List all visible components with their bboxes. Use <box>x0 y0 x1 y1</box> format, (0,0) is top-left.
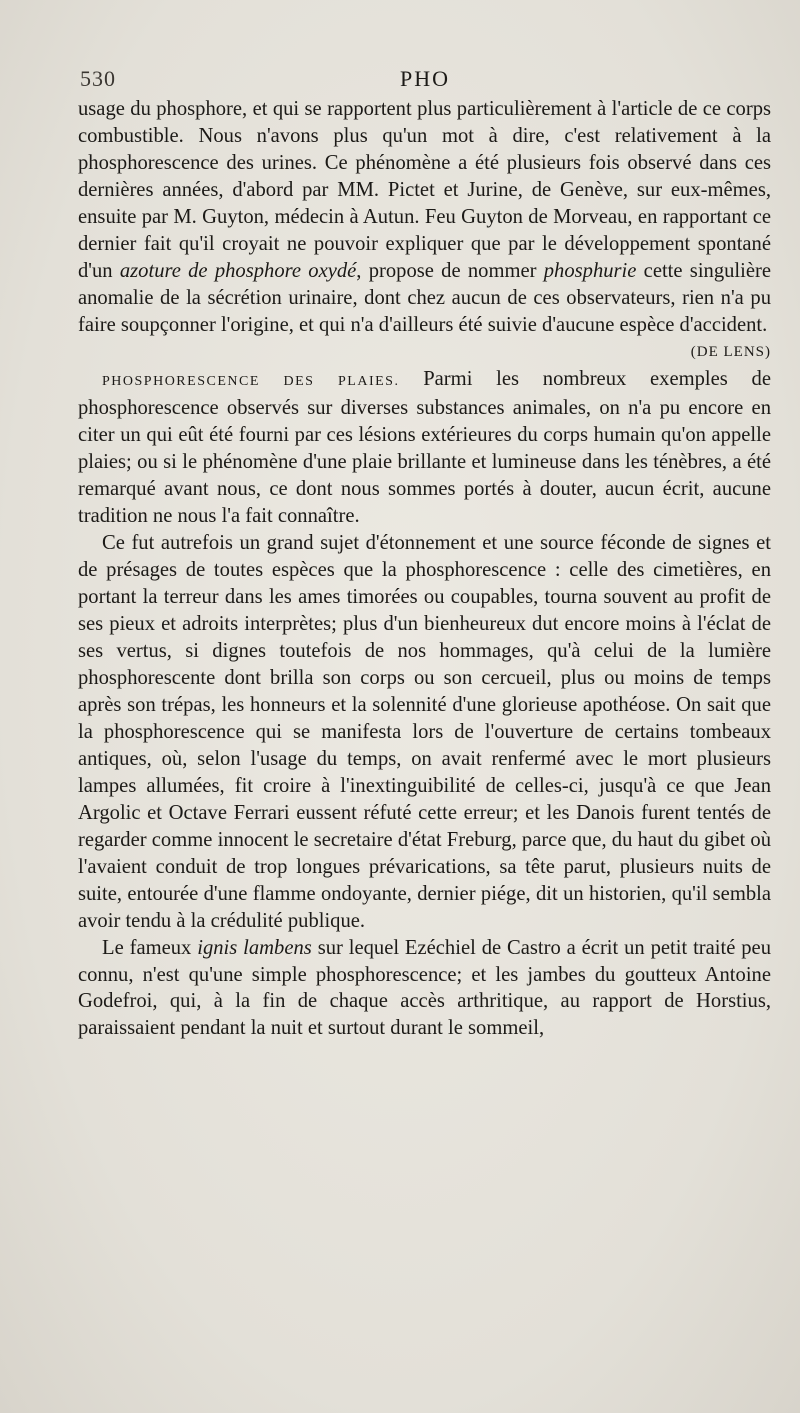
italic-term-phosphurie: phosphurie <box>543 259 637 282</box>
page-header <box>80 66 770 96</box>
paragraph-wound-phosphorescence: PHOSPHORESCENCE DES PLAIES. Parmi les nombreux exemples de phosphorescence observés sur diverses substances animales, on n'a pu encore en citer un qui eût été fourni par ces lésions extérieures du corps humain qu'on appelle plaies; ou si le phénomène d'une plaie brillante et lumineuse dans les ténèbres, a été remarqué avant nous, ce dont nous sommes portés à douter, aucun écrit, aucune tradition ne nous l'a fait connaître. <box>78 367 771 528</box>
paragraph-historical-omens: Ce fut autrefois un grand sujet d'étonnement et une source féconde de signes et de présages de toutes espèces que la phosphorescence : celle des cimetières, en portant la terreur dans les ames timorées ou coupables, tourna souvent au profit de ses pieux et adroits interprètes; plus d'un bienheureux dut encore moins à l'éclat de ses vertus, si dignes toutefois de nos hommages, qu'à celui de la lumière phosphorescente dont brilla son corps ou son cercueil, plus ou moins de temps après son trépas, les honneurs et la solennité d'une glorieuse apothéose. On sait que la phosphorescence qui se manifesta lors de l'ouverture de certains tombeaux antiques, où, selon l'usage du temps, on avait renfermé avec le mort plusieurs lampes allumées, fit croire à l'inextinguibilité de celles-ci, jusqu'à ce que Jean Argolic et Octave Ferrari eussent réfuté cette erreur; et les Danois furent tentés de regarder comme innocent le secretaire d'état Freburg, parce que, du haut du gibet où l'avaient conduit de trop longues prévarications, sa tête parut, plusieurs nuits de suite, entourée d'une flamme ondoyante, dernier piége, dit un historien, qu'il sembla avoir tendu à la crédulité publique. <box>78 532 771 932</box>
paragraph-urine-phosphorescence: usage du phosphore, et qui se rapportent plus particulièrement à l'article de ce corps combustible. Nous n'avons plus qu'un mot à dire, c'est relativement à la phosphorescence des urines. Ce phénomène a été plusieurs fois observé dans ces dernières années, d'abord par MM. Pictet et Jurine, de Genève, sur eux-mêmes, ensuite par M. Guyton, médecin à Autun. Feu Guyton de Morveau, en rapportant ce dernier fait qu'il croyait ne pouvoir expliquer que par le développement spontané d'un azoture de phosphore oxydé, propose de nommer phosphurie cette singulière anomalie de la sécrétion urinaire, dont chez aucun de ces observateurs, rien n'a pu faire soupçonner l'origine, et qui n'a d'ailleurs été suivie d'aucune espèce d'accident. <box>78 98 772 336</box>
italic-term-ignis-lambens: ignis lambens <box>197 936 312 959</box>
author-attribution: (DE LENS) <box>690 343 771 360</box>
running-head: PHO <box>399 66 450 91</box>
page-number: 530 <box>80 66 116 91</box>
italic-term-azoture: azoture de phosphore oxydé <box>119 259 357 282</box>
paragraph-ignis-lambens: Le fameux ignis lambens sur lequel Ezéchiel de Castro a écrit un petit traité peu connu, n'est qu'une simple phosphorescence; et les jambes du goutteux Antoine Godefroi, qui, à la fin de chaque accès arthritique, au rapport de Horstius, paraissaient pendant la nuit et surtout durant le sommeil, <box>78 936 771 1040</box>
section-heading: PHOSPHORESCENCE DES PLAIES. <box>102 373 400 389</box>
body-text <box>78 96 771 1042</box>
